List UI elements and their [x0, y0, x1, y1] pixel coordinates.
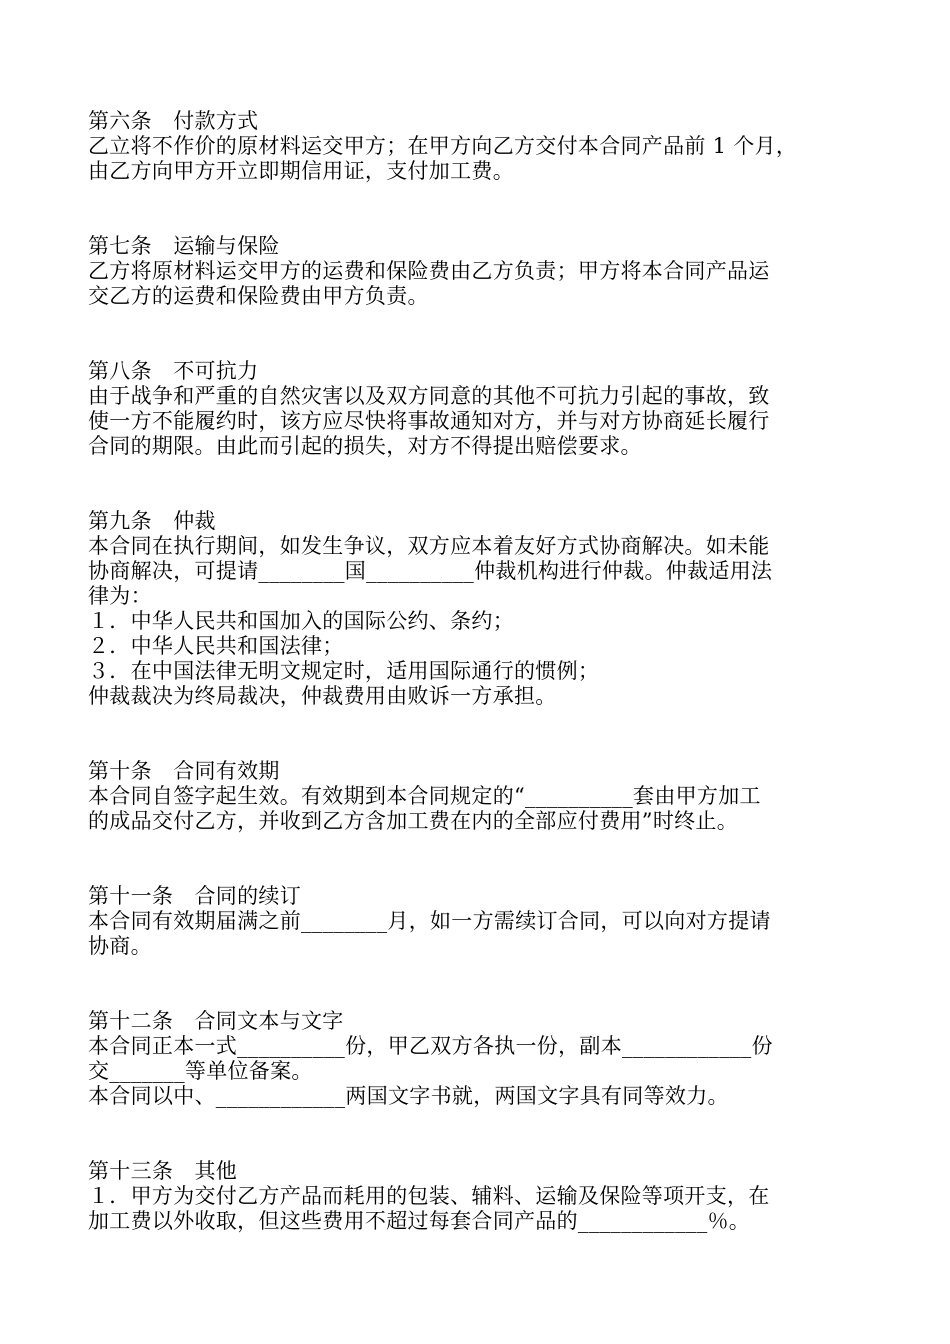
article-heading: 第十三条 其他 — [88, 1159, 238, 1183]
article-text-line: 本合同在执行期间，如发生争议，双方应本着友好方式协商解决。如未能 — [88, 534, 770, 558]
article-text-line: 协商。 — [88, 934, 152, 958]
document-page — [88, 109, 878, 1234]
article-text-line: 由乙方向甲方开立即期信用证，支付加工费。 — [88, 159, 514, 183]
article-12 — [88, 1009, 878, 1109]
article-text-line: 乙方将原材料运交甲方的运费和保险费由乙方负责；甲方将本合同产品运 — [88, 259, 770, 283]
article-heading: 第十二条 合同文本与文字 — [88, 1009, 344, 1033]
article-text-line: 本合同以中、____________两国文字书就，两国文字具有同等效力。 — [88, 1084, 729, 1108]
article-8 — [88, 359, 878, 459]
article-heading: 第八条 不可抗力 — [88, 359, 259, 383]
article-11 — [88, 884, 878, 959]
article-text-line: 的成品交付乙方，并收到乙方含加工费在内的全部应付费用”时终止。 — [88, 809, 739, 833]
article-6 — [88, 109, 878, 184]
article-text-line: 本合同自签字起生效。有效期到本合同规定的“__________套由甲方加工 — [88, 784, 761, 808]
article-heading: 第十一条 合同的续订 — [88, 884, 301, 908]
article-heading: 第九条 仲裁 — [88, 509, 216, 533]
article-text-line: 交乙方的运费和保险费由甲方负责。 — [88, 284, 429, 308]
article-text-line: 合同的期限。由此而引起的损失，对方不得提出赔偿要求。 — [88, 434, 642, 458]
article-10 — [88, 759, 878, 834]
article-heading: 第十条 合同有效期 — [88, 759, 280, 783]
article-9 — [88, 509, 878, 709]
article-text-line: 本合同有效期届满之前________月，如一方需续订合同，可以向对方提请 — [88, 909, 771, 933]
article-heading: 第六条 付款方式 — [88, 109, 259, 133]
article-text-line: 乙立将不作价的原材料运交甲方；在甲方向乙方交付本合同产品前 1 个月， — [88, 134, 798, 158]
article-list-item: １．中华人民共和国加入的国际公约、条约； — [88, 609, 514, 633]
article-text-line: 协商解决，可提请________国__________仲裁机构进行仲裁。仲裁适用法 — [88, 559, 773, 583]
article-text-line: 由于战争和严重的自然灾害以及双方同意的其他不可抗力引起的事故，致 — [88, 384, 770, 408]
article-13 — [88, 1159, 878, 1234]
article-text-line: 仲裁裁决为终局裁决，仲裁费用由败诉一方承担。 — [88, 684, 557, 708]
article-text-line: 律为： — [88, 584, 152, 608]
article-text-line: 交_______等单位备案。 — [88, 1059, 313, 1083]
article-list-item: ２．中华人民共和国法律； — [88, 634, 344, 658]
article-list-item: １．甲方为交付乙方产品而耗用的包装、辅料、运输及保险等项开支，在 — [88, 1184, 770, 1208]
article-text-line: 加工费以外收取，但这些费用不超过每套合同产品的____________％。 — [88, 1209, 751, 1233]
article-heading: 第七条 运输与保险 — [88, 234, 280, 258]
article-text-line: 使一方不能履约时，该方应尽快将事故通知对方，并与对方协商延长履行 — [88, 409, 770, 433]
article-list-item: ３．在中国法律无明文规定时，适用国际通行的惯例； — [88, 659, 600, 683]
article-7 — [88, 234, 878, 309]
article-text-line: 本合同正本一式__________份，甲乙双方各执一份，副本____________份 — [88, 1034, 773, 1058]
